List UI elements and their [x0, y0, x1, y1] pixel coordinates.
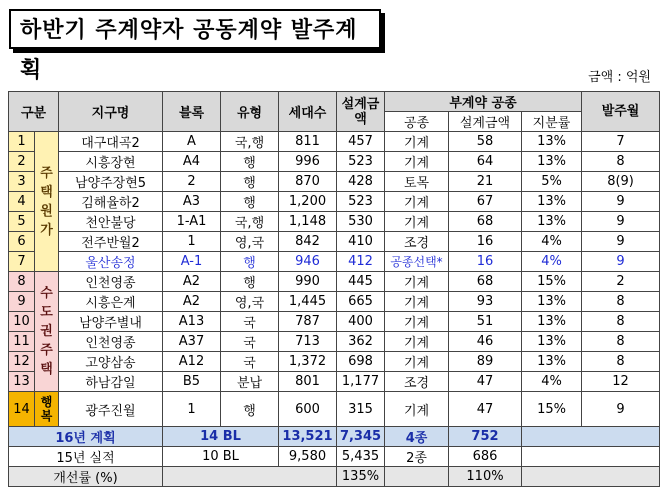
- month-cell: 9: [582, 392, 660, 427]
- district-cell: 인천영종: [59, 332, 163, 352]
- table-row: [9, 332, 660, 352]
- summary-block: 14 BL: [163, 427, 279, 447]
- type-cell: 국,행: [221, 212, 279, 232]
- block-cell: A37: [163, 332, 221, 352]
- type-cell: 국: [221, 312, 279, 332]
- month-cell: 8(9): [582, 172, 660, 192]
- sub-design-cell: 68: [449, 212, 522, 232]
- district-cell: 남양주별내: [59, 312, 163, 332]
- table-row: [9, 232, 660, 252]
- type-cell: 행: [221, 152, 279, 172]
- block-cell: 1: [163, 232, 221, 252]
- type-cell: 행: [221, 172, 279, 192]
- district-cell: 전주반월2: [59, 232, 163, 252]
- table-row: [9, 312, 660, 332]
- district-cell: 광주진월: [59, 392, 163, 427]
- type-cell: 영,국: [221, 232, 279, 252]
- summary-design: 5,435: [337, 447, 385, 467]
- summary-sub-design: 752: [449, 427, 522, 447]
- header-share-ratio: 지분률: [522, 112, 582, 132]
- summary-row-improve: [9, 467, 660, 487]
- district-cell: 시흥장현: [59, 152, 163, 172]
- table-row: [9, 352, 660, 372]
- work-cell: 기계: [385, 192, 449, 212]
- design-cell: 523: [337, 152, 385, 172]
- month-cell: 9: [582, 212, 660, 232]
- table-row: [9, 212, 660, 232]
- district-cell: 하남감일: [59, 372, 163, 392]
- unit-note: 금액 : 억원: [588, 70, 651, 85]
- type-cell: 국,행: [221, 132, 279, 152]
- block-cell: A4: [163, 152, 221, 172]
- header-gubun: 구분: [9, 92, 59, 132]
- district-cell: 천안불당: [59, 212, 163, 232]
- summary-empty: [522, 447, 660, 467]
- header-district: 지구명: [59, 92, 163, 132]
- block-cell: 2: [163, 172, 221, 192]
- share-cell: 4%: [522, 372, 582, 392]
- district-cell: 울산송정: [59, 252, 163, 272]
- households-cell: 787: [279, 312, 337, 332]
- month-cell: 9: [582, 252, 660, 272]
- type-cell: 국: [221, 332, 279, 352]
- sub-design-cell: 89: [449, 352, 522, 372]
- design-cell: 523: [337, 192, 385, 212]
- month-cell: 7: [582, 132, 660, 152]
- block-cell: 1: [163, 392, 221, 427]
- summary-households: 9,580: [279, 447, 337, 467]
- type-cell: 행: [221, 192, 279, 212]
- row-number: 14: [9, 392, 35, 427]
- households-cell: 842: [279, 232, 337, 252]
- block-cell: A: [163, 132, 221, 152]
- header-block: 블록: [163, 92, 221, 132]
- header-order-month: 발주월: [582, 92, 660, 132]
- block-cell: A2: [163, 272, 221, 292]
- block-cell: A3: [163, 192, 221, 212]
- summary-design: 135%: [337, 467, 385, 487]
- type-cell: 영,국: [221, 292, 279, 312]
- row-number: 7: [9, 252, 35, 272]
- district-cell: 고양삼송: [59, 352, 163, 372]
- district-cell: 인천영종: [59, 272, 163, 292]
- order-plan-table: [8, 91, 660, 487]
- sub-design-cell: 64: [449, 152, 522, 172]
- share-cell: 15%: [522, 272, 582, 292]
- group-label-happy: 행 복: [35, 392, 59, 427]
- month-cell: 2: [582, 272, 660, 292]
- block-cell: A-1: [163, 252, 221, 272]
- design-cell: 530: [337, 212, 385, 232]
- header-design-amount: 설계금액: [337, 92, 385, 132]
- work-cell: 기계: [385, 212, 449, 232]
- type-cell: 행: [221, 252, 279, 272]
- table-row: [9, 172, 660, 192]
- sub-design-cell: 58: [449, 132, 522, 152]
- design-cell: 412: [337, 252, 385, 272]
- table-row: [9, 272, 660, 292]
- summary-row-actual15: [9, 447, 660, 467]
- header-households: 세대수: [279, 92, 337, 132]
- summary-design: 7,345: [337, 427, 385, 447]
- work-cell: 조경: [385, 232, 449, 252]
- summary-sub-design: 686: [449, 447, 522, 467]
- design-cell: 410: [337, 232, 385, 252]
- share-cell: 13%: [522, 192, 582, 212]
- month-cell: 8: [582, 312, 660, 332]
- sub-design-cell: 47: [449, 392, 522, 427]
- month-cell: 8: [582, 332, 660, 352]
- share-cell: 5%: [522, 172, 582, 192]
- row-number: 10: [9, 312, 35, 332]
- row-number: 2: [9, 152, 35, 172]
- sub-design-cell: 67: [449, 192, 522, 212]
- share-cell: 15%: [522, 392, 582, 427]
- district-cell: 시흥은계: [59, 292, 163, 312]
- work-cell: 기계: [385, 352, 449, 372]
- group-label-metro-housing: 수 도 권 주 택: [35, 272, 59, 392]
- summary-label: 16년 계획: [9, 427, 163, 447]
- summary-empty: [163, 467, 337, 487]
- district-cell: 남양주장현5: [59, 172, 163, 192]
- share-cell: 13%: [522, 212, 582, 232]
- summary-row-plan16: [9, 427, 660, 447]
- households-cell: 1,372: [279, 352, 337, 372]
- sub-design-cell: 21: [449, 172, 522, 192]
- sub-design-cell: 93: [449, 292, 522, 312]
- table-row: [9, 132, 660, 152]
- type-cell: 행: [221, 392, 279, 427]
- work-cell: 토목: [385, 172, 449, 192]
- households-cell: 713: [279, 332, 337, 352]
- row-number: 9: [9, 292, 35, 312]
- design-cell: 1,177: [337, 372, 385, 392]
- work-cell: 기계: [385, 292, 449, 312]
- table-row: [9, 152, 660, 172]
- households-cell: 870: [279, 172, 337, 192]
- work-cell: 기계: [385, 272, 449, 292]
- row-number: 12: [9, 352, 35, 372]
- page-title: 하반기 주계약자 공동계약 발주계획: [9, 9, 381, 49]
- summary-empty: [522, 427, 660, 447]
- summary-households: 13,521: [279, 427, 337, 447]
- table-row: [9, 192, 660, 212]
- month-cell: 8: [582, 292, 660, 312]
- share-cell: 13%: [522, 332, 582, 352]
- block-cell: 1-A1: [163, 212, 221, 232]
- households-cell: 801: [279, 372, 337, 392]
- row-number: 1: [9, 132, 35, 152]
- share-cell: 13%: [522, 312, 582, 332]
- district-cell: 김해율하2: [59, 192, 163, 212]
- row-number: 4: [9, 192, 35, 212]
- work-cell: 기계: [385, 332, 449, 352]
- table-row-highlighted: [9, 252, 660, 272]
- summary-label: 15년 실적: [9, 447, 163, 467]
- design-cell: 698: [337, 352, 385, 372]
- month-cell: 12: [582, 372, 660, 392]
- households-cell: 1,148: [279, 212, 337, 232]
- table-row: [9, 392, 660, 427]
- share-cell: 13%: [522, 292, 582, 312]
- households-cell: 946: [279, 252, 337, 272]
- header-sub-contract: 부계약 공종: [385, 92, 582, 112]
- sub-design-cell: 46: [449, 332, 522, 352]
- design-cell: 665: [337, 292, 385, 312]
- work-cell: 기계: [385, 152, 449, 172]
- month-cell: 8: [582, 352, 660, 372]
- design-cell: 457: [337, 132, 385, 152]
- row-number: 5: [9, 212, 35, 232]
- type-cell: 분납: [221, 372, 279, 392]
- sub-design-cell: 51: [449, 312, 522, 332]
- sub-design-cell: 16: [449, 232, 522, 252]
- block-cell: A2: [163, 292, 221, 312]
- households-cell: 996: [279, 152, 337, 172]
- month-cell: 8: [582, 152, 660, 172]
- type-cell: 행: [221, 272, 279, 292]
- header-sub-design-amount: 설계금액: [449, 112, 522, 132]
- row-number: 11: [9, 332, 35, 352]
- share-cell: 13%: [522, 352, 582, 372]
- summary-block: 10 BL: [163, 447, 279, 467]
- month-cell: 9: [582, 232, 660, 252]
- share-cell: 13%: [522, 152, 582, 172]
- row-number: 6: [9, 232, 35, 252]
- header-type: 유형: [221, 92, 279, 132]
- summary-work: 2종: [385, 447, 449, 467]
- row-number: 8: [9, 272, 35, 292]
- share-cell: 4%: [522, 252, 582, 272]
- district-cell: 대구대곡2: [59, 132, 163, 152]
- block-cell: A12: [163, 352, 221, 372]
- work-cell: 기계: [385, 392, 449, 427]
- households-cell: 1,445: [279, 292, 337, 312]
- header-work-type: 공종: [385, 112, 449, 132]
- sub-design-cell: 47: [449, 372, 522, 392]
- households-cell: 1,200: [279, 192, 337, 212]
- share-cell: 13%: [522, 132, 582, 152]
- design-cell: 400: [337, 312, 385, 332]
- design-cell: 428: [337, 172, 385, 192]
- summary-work: 4종: [385, 427, 449, 447]
- work-cell: 조경: [385, 372, 449, 392]
- summary-label: 개선률 (%): [9, 467, 163, 487]
- share-cell: 4%: [522, 232, 582, 252]
- table-row: [9, 372, 660, 392]
- households-cell: 600: [279, 392, 337, 427]
- sub-design-cell: 16: [449, 252, 522, 272]
- design-cell: 445: [337, 272, 385, 292]
- row-number: 3: [9, 172, 35, 192]
- design-cell: 362: [337, 332, 385, 352]
- row-number: 13: [9, 372, 35, 392]
- block-cell: A13: [163, 312, 221, 332]
- sub-design-cell: 68: [449, 272, 522, 292]
- work-cell: 기계: [385, 132, 449, 152]
- group-label-housing-cost: 주 택 원 가: [35, 132, 59, 272]
- table-row: [9, 292, 660, 312]
- block-cell: B5: [163, 372, 221, 392]
- summary-sub-design: 110%: [449, 467, 522, 487]
- households-cell: 990: [279, 272, 337, 292]
- summary-empty: [522, 467, 660, 487]
- work-cell: 기계: [385, 312, 449, 332]
- work-cell: 공종선택*: [385, 252, 449, 272]
- month-cell: 9: [582, 192, 660, 212]
- summary-empty: [385, 467, 449, 487]
- type-cell: 국: [221, 352, 279, 372]
- design-cell: 315: [337, 392, 385, 427]
- households-cell: 811: [279, 132, 337, 152]
